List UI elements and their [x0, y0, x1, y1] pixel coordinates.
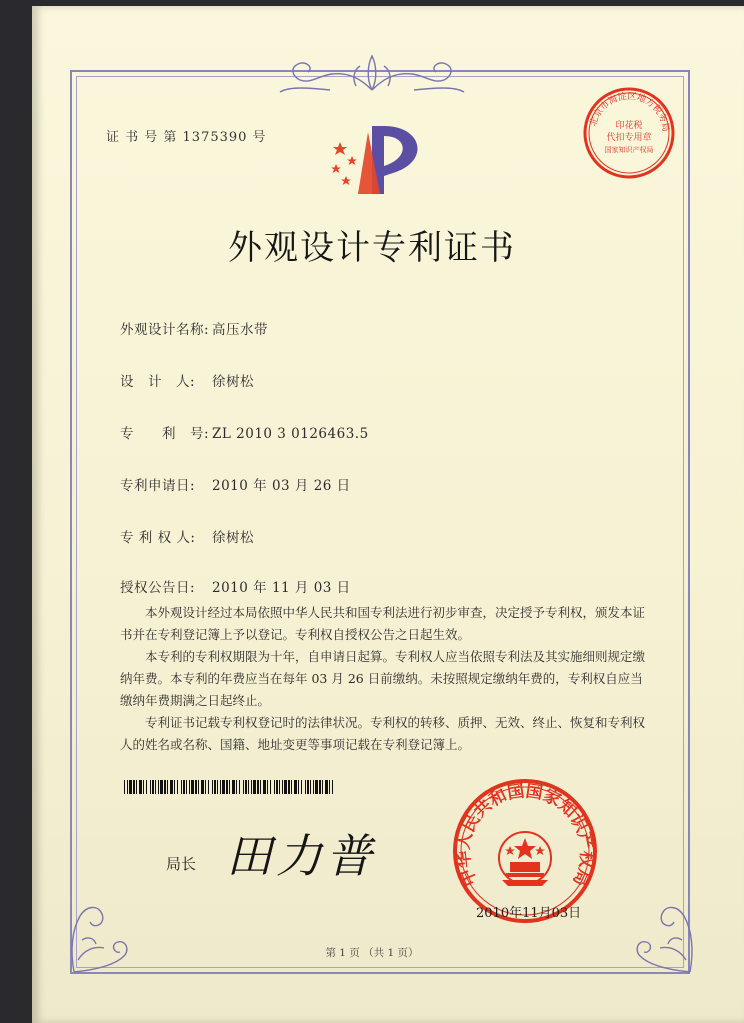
barcode-bar	[282, 780, 283, 794]
field-value: 2010 年 11 月 03 日	[212, 580, 351, 596]
signature-text: 田力普	[226, 829, 376, 883]
body-paragraph: 专利证书记载专利权登记时的法律状况。专利权的转移、质押、无效、终止、恢复和专利权人的姓名或名称、国籍、地址变更等事项记载在专利登记簿上。	[120, 715, 646, 752]
barcode-bar	[124, 780, 125, 794]
barcode-bar	[298, 780, 299, 794]
field-announcement-date	[120, 576, 351, 596]
field-label: 专 利 号:	[120, 426, 210, 442]
barcode-bar	[191, 780, 194, 794]
barcode-bar	[310, 780, 311, 794]
barcode-bar	[164, 780, 166, 794]
barcode-bar	[245, 780, 247, 794]
barcode-bar	[146, 780, 147, 794]
barcode-bar	[243, 780, 244, 794]
barcode-bar	[276, 780, 278, 794]
barcode-bar	[291, 780, 292, 794]
barcode-bar	[257, 780, 259, 794]
barcode-bar	[181, 780, 182, 794]
barcode-bar	[214, 780, 216, 794]
barcode-bar	[160, 780, 163, 794]
barcode-bar	[155, 780, 156, 794]
barcode-bar	[133, 780, 135, 794]
barcode-bar	[248, 780, 249, 794]
barcode-bar	[174, 780, 175, 794]
barcode	[124, 780, 338, 794]
barcode-bar	[315, 780, 318, 794]
barcode-bar	[279, 780, 280, 794]
barcode-bar	[205, 780, 206, 794]
certificate-number: 证 书 号 第 1375390 号	[106, 130, 267, 145]
barcode-bar	[186, 780, 187, 794]
barcode-bar	[322, 780, 323, 794]
bottom-right-ornament	[626, 880, 700, 976]
barcode-bar	[183, 780, 185, 794]
barcode-bar	[136, 780, 137, 794]
patent-office-logo	[326, 120, 436, 200]
barcode-bar	[150, 780, 151, 794]
barcode-bar	[253, 780, 256, 794]
barcode-bar	[332, 780, 333, 794]
field-designer	[120, 370, 254, 390]
director-signature	[222, 820, 382, 890]
barcode-bar	[288, 780, 290, 794]
issue-date: 2010年11月03日	[476, 906, 582, 921]
barcode-bar	[329, 780, 330, 794]
field-application-date	[120, 474, 351, 494]
barcode-bar	[274, 780, 275, 794]
office-seal-ring-text: 中华人民共和国国家知识产权局	[453, 781, 597, 889]
barcode-bar	[139, 780, 142, 794]
barcode-bar	[167, 780, 168, 794]
barcode-bar	[251, 780, 252, 794]
barcode-bar	[232, 780, 235, 794]
bottom-left-ornament	[64, 880, 138, 976]
barcode-bar	[313, 780, 314, 794]
field-patent-number	[120, 422, 369, 442]
national-emblem-icon	[499, 832, 551, 886]
barcode-bar	[198, 780, 199, 794]
barcode-bar	[267, 780, 268, 794]
certificate-body	[120, 602, 648, 756]
field-label: 设 计 人:	[120, 374, 196, 390]
barcode-bar	[127, 780, 128, 794]
barcode-bar	[260, 780, 261, 794]
barcode-bar	[217, 780, 218, 794]
barcode-bar	[236, 780, 237, 794]
barcode-bar	[177, 780, 178, 794]
tax-seal	[582, 86, 676, 180]
barcode-bar	[319, 780, 321, 794]
barcode-bar	[158, 780, 159, 794]
barcode-bar	[222, 780, 225, 794]
barcode-bar	[294, 780, 297, 794]
top-ornament	[270, 50, 474, 94]
field-value: 高压水带	[212, 322, 268, 338]
barcode-bar	[301, 780, 302, 794]
barcode-bar	[195, 780, 197, 794]
barcode-bar	[152, 780, 154, 794]
tax-seal-line-3: 国家知识产权局	[604, 146, 654, 154]
tax-seal-line-1: 印花税	[615, 121, 643, 131]
barcode-bar	[208, 780, 209, 794]
tax-seal-ring-text: 北京市海淀区地方税务局	[588, 91, 671, 133]
barcode-bar	[212, 780, 213, 794]
director-label: 局长	[166, 855, 197, 873]
field-label: 专 利 权 人:	[120, 530, 196, 546]
field-value: 徐树松	[212, 530, 254, 546]
barcode-bar	[189, 780, 190, 794]
body-paragraph: 本外观设计经过本局依照中华人民共和国专利法进行初步审查，决定授予专利权，颁发本证书并在专利登记簿上予以登记。专利权自授权公告之日起生效。	[120, 605, 646, 642]
barcode-bar	[305, 780, 306, 794]
field-label: 外观设计名称:	[120, 322, 210, 338]
barcode-bar	[226, 780, 228, 794]
field-design-name	[120, 318, 268, 338]
body-paragraph: 本专利的专利权期限为十年，自申请日起算。专利权人应当依照专利法及其实施细则规定缴纳年费。本专利的年费应当在每年 03 月 26 日前缴纳。未按照规定缴纳年费的，专利权自应当缴纳年费期满之日起终止。	[120, 649, 646, 708]
field-value: 2010 年 03 月 26 日	[212, 478, 351, 494]
field-label: 专利申请日:	[120, 478, 196, 494]
barcode-bar	[307, 780, 309, 794]
field-value: ZL 2010 3 0126463.5	[212, 426, 369, 442]
barcode-bar	[129, 780, 132, 794]
field-label: 授权公告日:	[120, 580, 196, 596]
barcode-bar	[201, 780, 204, 794]
page-footer: 第 1 页 （共 1 页）	[325, 947, 419, 959]
tax-seal-line-2: 代扣专用章	[606, 133, 652, 143]
certificate-title: 外观设计专利证书	[228, 228, 516, 268]
barcode-bar	[239, 780, 240, 794]
barcode-bar	[170, 780, 173, 794]
barcode-bar	[229, 780, 230, 794]
barcode-bar	[325, 780, 328, 794]
barcode-bar	[284, 780, 287, 794]
barcode-bar	[270, 780, 271, 794]
barcode-bar	[263, 780, 266, 794]
barcode-bar	[143, 780, 144, 794]
field-patentee	[120, 526, 254, 546]
field-value: 徐树松	[212, 374, 254, 390]
barcode-bar	[220, 780, 221, 794]
